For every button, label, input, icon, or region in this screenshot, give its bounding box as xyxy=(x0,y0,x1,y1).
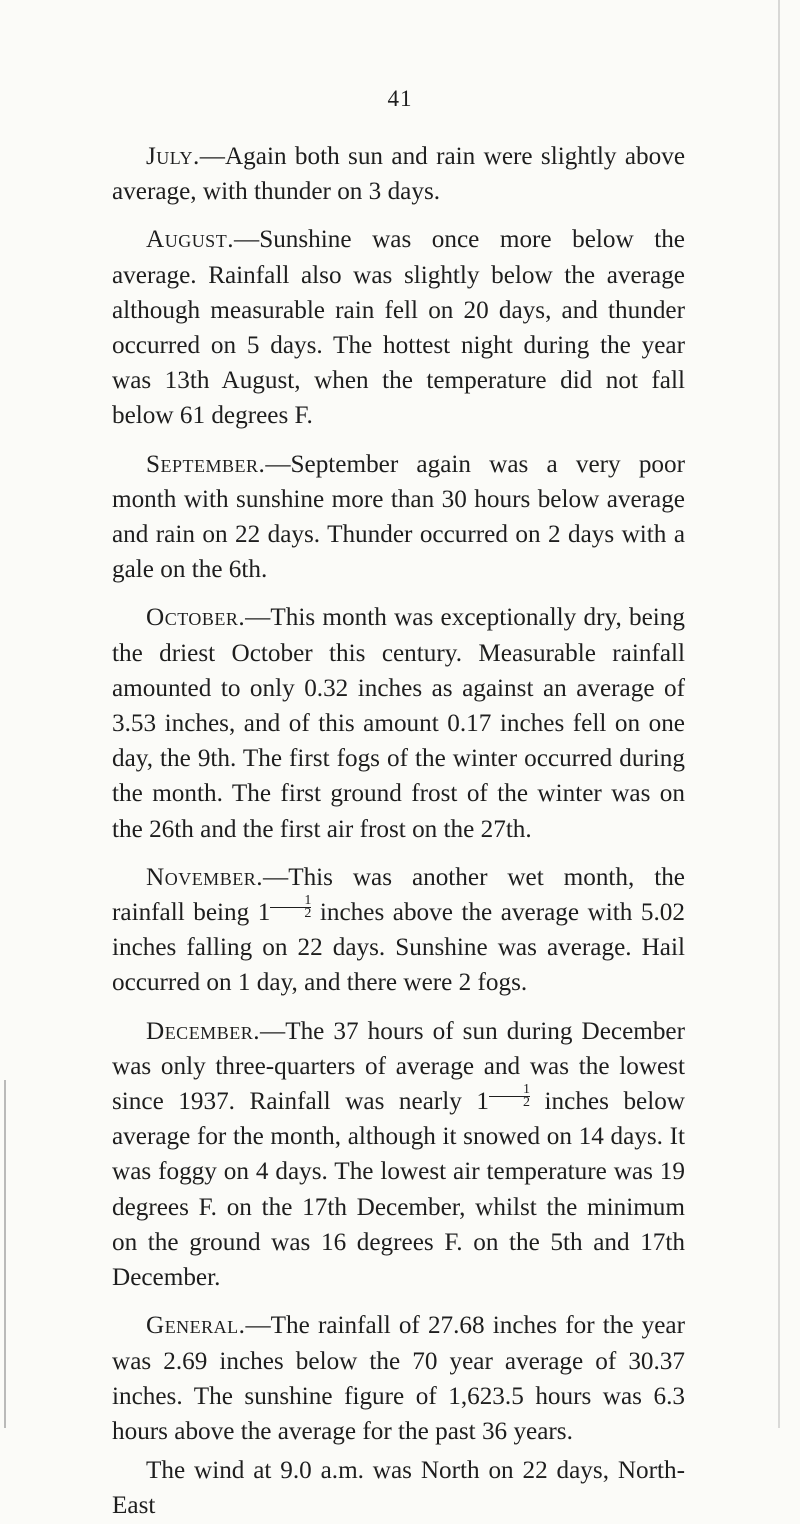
paragraph-december xyxy=(0,1014,800,1296)
fraction-one-half xyxy=(270,895,311,920)
paragraph-july xyxy=(0,139,800,209)
paragraph-october xyxy=(0,600,800,846)
heading-general: General. xyxy=(146,1312,246,1340)
paragraph-november xyxy=(0,860,800,1001)
fraction-numerator: 1 xyxy=(489,1084,530,1097)
paragraph-september-text: —September again was a very poor month with sunshine more than 30 hours below average and rain on 22 days. Thunder occurred on 2 days with a gale on the 6th. xyxy=(112,450,685,584)
paragraph-november-text-before: —This was another wet month, the rainfall being 1 xyxy=(112,863,685,927)
paragraph-december-text-before: —The 37 hours of sun during December was only three-quarters of average and was the lowest since 1937. Rainfall was nearly 1 xyxy=(112,1017,685,1116)
paragraph-october-text: —This month was exceptionally dry, being the driest October this century. Measurable rainfall amounted to only 0.32 inches as against an average of 3.53 inches, and of this amount 0.17 inches fell on one day, the 9th. The first fogs of the winter occurred during the month. The first ground frost of the winter was on the 26th and the first air frost on the 27th. xyxy=(112,604,685,843)
fraction-denominator: 2 xyxy=(304,906,312,922)
paragraph-december-text-after: inches below average for the month, although it snowed on 14 days. It was foggy on 4 days. The lowest air temperature was 19 degrees F. on the 17th December, whilst the minimum on the ground was 16 degrees F. on the 5th and 17th December. xyxy=(112,1088,685,1292)
paragraph-november-text-after: inches above the average with 5.02 inches falling on 22 days. Sunshine was average. Hail occurred on 1 day, and there were 2 fogs. xyxy=(112,899,685,997)
fraction-numerator: 1 xyxy=(270,895,311,908)
heading-december: December. xyxy=(146,1017,260,1045)
page-number: 41 xyxy=(387,86,413,111)
heading-november: November. xyxy=(146,863,263,891)
heading-october: October. xyxy=(146,604,246,632)
paragraph-september xyxy=(0,447,800,588)
heading-september: September. xyxy=(146,450,266,478)
paragraph-wind xyxy=(0,1453,800,1523)
paragraph-august-text: —Sunshine was once more below the average. Rainfall also was slightly below the average although measurable rain fell on 20 days, and thunder occurred on 5 days. The hottest night during the year was 13th August, when the temperature did not fall below 61 degrees F. xyxy=(112,226,685,430)
paragraph-general-text: —The rainfall of 27.68 inches for the year was 2.69 inches below the 70 year average of 30.37 inches. The sunshine figure of 1,623.5 hours was 6.3 hours above the average for the past 36 years. xyxy=(112,1312,685,1445)
heading-july: July. xyxy=(146,143,200,170)
paragraph-wind-text: The wind at 9.0 a.m. was North on 22 days, North-East xyxy=(112,1457,685,1520)
fraction-denominator: 2 xyxy=(523,1095,530,1111)
paragraph-august xyxy=(0,222,800,433)
paragraph-july-text: —Again both sun and rain were slightly above average, with thunder on 3 days. xyxy=(112,143,685,206)
document-body xyxy=(0,139,800,1524)
fraction-one-half xyxy=(489,1084,530,1109)
heading-august: August. xyxy=(146,226,234,254)
